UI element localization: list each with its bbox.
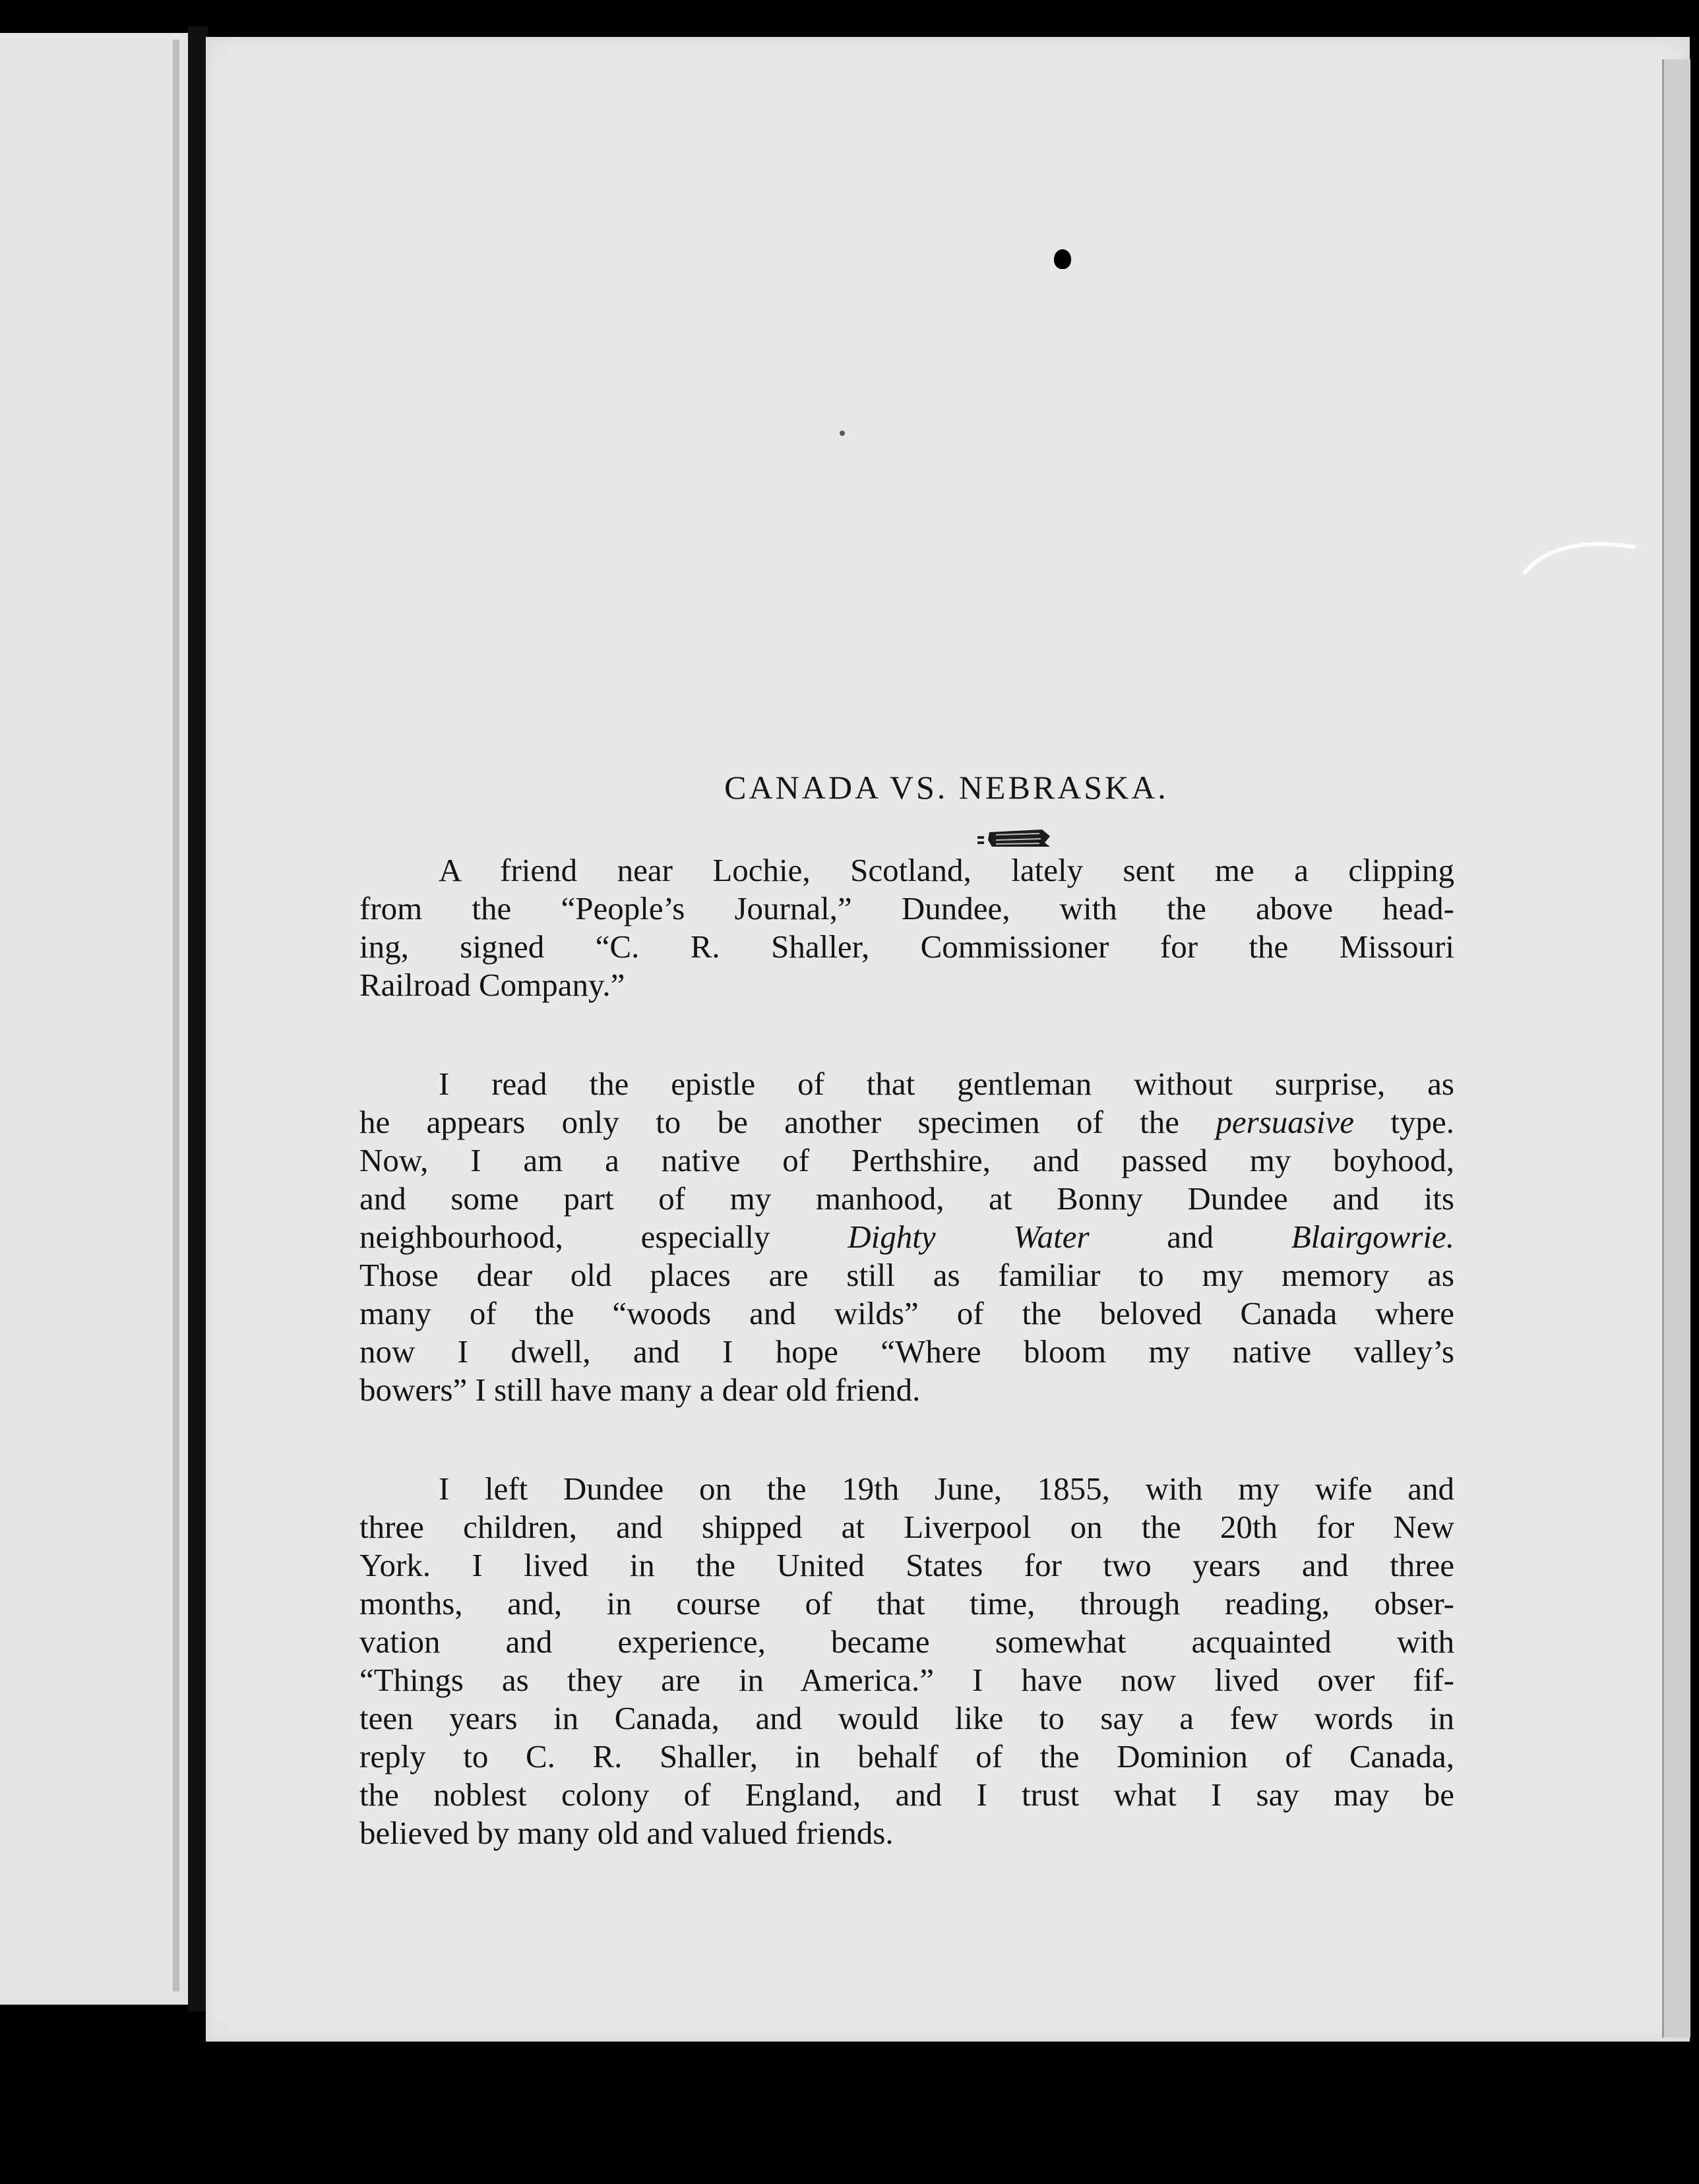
text-line: many of the “woods and wilds” of the beloved Canada where xyxy=(359,1295,1454,1331)
text-line xyxy=(359,1103,1454,1141)
italic-text: Dighty Water xyxy=(848,1219,1090,1255)
text-line: Those dear old places are still as familiar to my memory as xyxy=(359,1257,1454,1293)
page-fore-edge xyxy=(1662,59,1690,2038)
facing-page-strip xyxy=(0,33,191,2005)
ink-blot-mark xyxy=(1054,249,1071,269)
text-run: type. xyxy=(1354,1104,1454,1140)
text-line: Railroad Company.” xyxy=(359,967,625,1003)
paragraph-2 xyxy=(359,1065,1454,1409)
text-line: “Things as they are in America.” I have now lived over fif- xyxy=(359,1662,1454,1698)
italic-text: Blairgowrie. xyxy=(1291,1219,1454,1255)
text-line: teen years in Canada, and would like to say a few words in xyxy=(359,1700,1454,1736)
text-line: three children, and shipped at Liverpool on the 20th for New xyxy=(359,1509,1454,1545)
document-body xyxy=(359,768,1454,1913)
paragraph-1 xyxy=(359,851,1454,1004)
text-line: I left Dundee on the 19th June, 1855, with my wife and xyxy=(439,1471,1454,1507)
paper-crease-mark xyxy=(1510,528,1649,607)
text-run: neighbourhood, especially xyxy=(359,1219,848,1255)
text-line: months, and, in course of that time, through reading, obser- xyxy=(359,1585,1454,1622)
text-line: from the “People’s Journal,” Dundee, with the above head- xyxy=(359,890,1454,926)
text-line: reply to C. R. Shaller, in behalf of the Dominion of Canada, xyxy=(359,1738,1454,1774)
ink-speck-mark xyxy=(840,431,845,436)
text-line xyxy=(359,1218,1454,1256)
text-line: I read the epistle of that gentleman without surprise, as xyxy=(439,1066,1454,1102)
text-line: A friend near Lochie, Scotland, lately sent me a clipping xyxy=(439,852,1454,888)
text-line: ing, signed “C. R. Shaller, Commissioner for the Missouri xyxy=(359,928,1454,965)
text-run: he appears only to be another specimen of the xyxy=(359,1104,1216,1140)
text-run: and xyxy=(1089,1219,1291,1255)
document-title: CANADA VS. NEBRASKA. xyxy=(724,769,1169,806)
text-line: now I dwell, and I hope “Where bloom my native valley’s xyxy=(359,1333,1454,1370)
text-line: believed by many old and valued friends. xyxy=(359,1815,894,1851)
facing-page-edge xyxy=(173,40,179,1991)
italic-text: persuasive xyxy=(1216,1104,1354,1140)
text-line: the noblest colony of England, and I trust what I say may be xyxy=(359,1776,1454,1813)
text-line: vation and experience, became somewhat acquainted with xyxy=(359,1623,1454,1660)
text-line: York. I lived in the United States for two years and three xyxy=(359,1547,1454,1583)
paragraph-3 xyxy=(359,1470,1454,1852)
text-line: and some part of my manhood, at Bonny Dundee and its xyxy=(359,1180,1454,1217)
text-line: Now, I am a native of Perthshire, and passed my boyhood, xyxy=(359,1142,1454,1178)
text-line: bowers” I still have many a dear old friend. xyxy=(359,1372,921,1408)
book-gutter xyxy=(188,26,208,2011)
